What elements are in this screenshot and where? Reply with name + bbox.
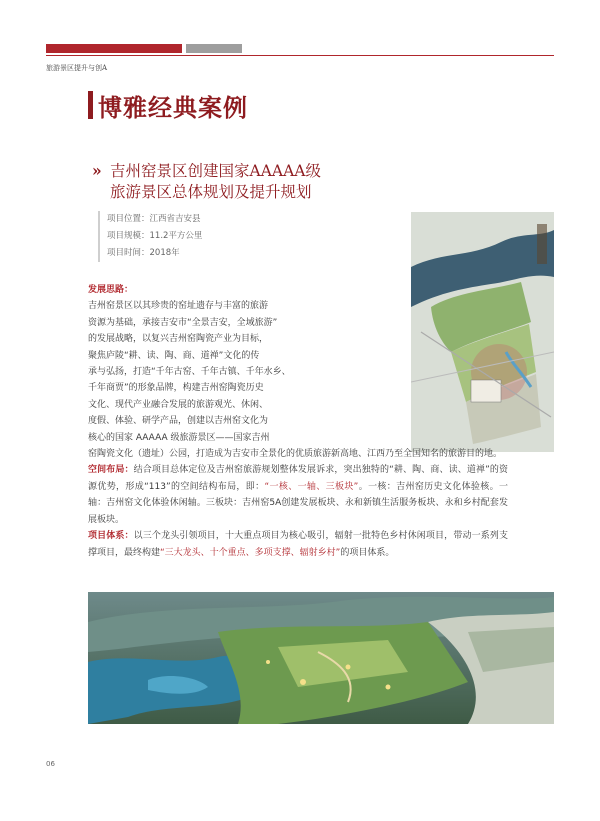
system-heading: 项目体系： [88, 531, 134, 542]
meta-time: 项目时间：2018年 [107, 248, 180, 258]
project-title-line2: 旅游景区总体规划及提升规划 [110, 183, 312, 201]
project-meta [98, 211, 202, 262]
running-head: 旅游景区提升与创A [46, 64, 108, 72]
space-paragraph [88, 462, 508, 528]
dev-line: 吉州窑景区以其珍贵的窑址遗存与丰富的旅游 [88, 301, 269, 312]
dev-line: 千年商贾”的形象品牌，构建吉州窑陶瓷历史 [88, 383, 264, 394]
header-gray-bar [186, 44, 242, 53]
header-rule [46, 55, 554, 56]
section-title [88, 90, 248, 120]
double-chevron-icon: » [92, 161, 102, 180]
system-highlight: “三大龙头、十个重点、多项支撑、辐射乡村” [160, 547, 341, 558]
project-title-line1: 吉州窑景区创建国家AAAAA级 [110, 162, 321, 180]
system-text2: 的项目体系。 [340, 547, 395, 558]
space-heading: 空间布局： [88, 465, 134, 476]
section-title-text: 博雅经典案例 [98, 92, 248, 122]
meta-scale: 项目规模：11.2平方公里 [107, 231, 203, 241]
dev-line: 聚焦庐陵“耕、读、陶、商、道禅”文化的传 [88, 350, 260, 361]
dev-tail: 窑陶瓷文化（遗址）公园，打造成为吉安市全景化的优质旅游新高地、江西乃至全国知名的旅游目的地。 [88, 449, 503, 460]
system-paragraph [88, 528, 508, 561]
body-text [88, 282, 508, 561]
dev-heading: 发展思路： [88, 285, 134, 295]
dev-line: 文化、现代产业融合发展的旅游观光、休闲、 [88, 399, 269, 410]
space-highlight: “一核、一轴、三板块” [264, 481, 359, 492]
dev-line: 度假、体验、研学产品，创建以吉州窑文化为 [88, 416, 269, 427]
project-title [92, 160, 321, 203]
dev-paragraph [88, 282, 400, 446]
dev-line: 的发展战略，以复兴吉州窑陶瓷产业为目标， [88, 334, 269, 345]
dev-line: 核心的国家 AAAAA 级旅游景区——国家吉州 [88, 432, 270, 443]
system-text1: 以三个龙头引领项目，十大重点项目为核心吸引，辐射一批特色乡村休闲项目，带动一系列支撑项目，最终构建 [88, 531, 508, 558]
header-red-bar [46, 44, 182, 53]
page-number: 06 [46, 760, 55, 768]
space-text1: 结合项目总体定位及吉州窑旅游规划整体发展诉求，突出独特的“耕、陶、商、读、道禅”的资源优势，形成“113”的空间结构布局，即： [88, 465, 508, 492]
meta-location: 项目位置：江西省吉安县 [107, 214, 201, 224]
dev-line: 承与弘扬，打造“千年古窑、千年古镇、千年水乡、 [88, 367, 291, 378]
aerial-rendering-image [88, 592, 554, 724]
space-text2: 。一核：吉州窑历史文化体验核。一轴：吉州窑文化体验休闲轴。三板块：吉州窑5A创建发展板块、永和新镇生活服务板块、永和乡村配套发展板块。 [88, 481, 508, 525]
section-title-bar [88, 91, 93, 119]
dev-line: 资源为基础，承接吉安市“全景吉安，全域旅游” [88, 317, 278, 328]
